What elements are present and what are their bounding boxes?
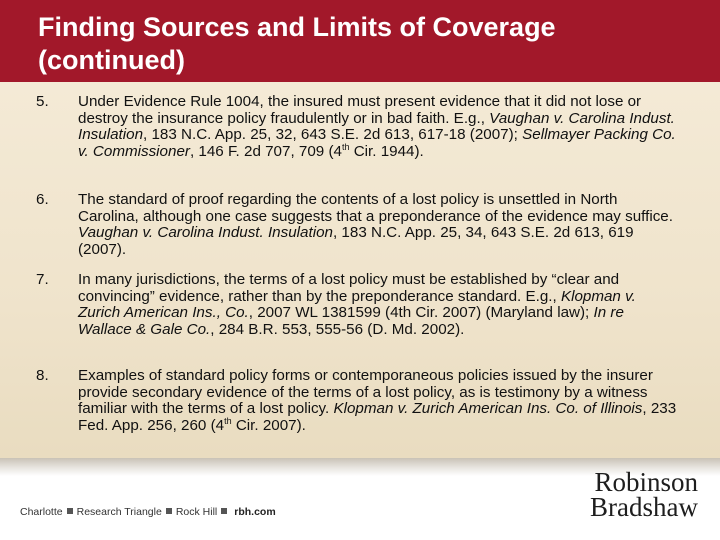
superscript: th (341, 141, 350, 152)
case-citation: In re Wallace & Gale Co. (78, 304, 624, 338)
location-research-triangle: Research Triangle (76, 506, 162, 518)
case-citation: Klopman v. Zurich American Ins. Co. of Illinois (333, 400, 643, 417)
location-rock-hill: Rock Hill (175, 506, 218, 518)
text-run: , 183 N.C. App. 25, 34, 643 S.E. 2d 613, 619 (2007). (78, 224, 634, 258)
logo-line-1: Robinson (594, 467, 698, 497)
footer-locations (20, 506, 276, 518)
item-text (78, 94, 678, 160)
text-run: In many jurisdictions, the terms of a lost policy must be established by “clear and convincing” evidence, rather than by the preponderance standard. E.g., (78, 271, 620, 305)
item-number: 5. (36, 93, 49, 110)
text-run: , 233 Fed. App. 256, 260 (4 (78, 400, 677, 434)
item-number: 6. (36, 191, 49, 208)
square-separator-icon (67, 508, 73, 514)
text-run: Cir. 2007). (231, 416, 306, 434)
text-run: Examples of standard policy forms or contemporaneous policies issued by the insurer provide secondary evidence of the terms of a lost policy, as is testimony by a witness familiar with the terms of a lost policy. (78, 367, 653, 417)
slide-title: Finding Sources and Limits of Coverage (continued) (38, 12, 556, 75)
text-run: , 183 N.C. App. 25, 32, 643 S.E. 2d 613, 617-18 (2007); (143, 126, 523, 143)
case-citation: Klopman v. Zurich American Ins., Co. (78, 287, 636, 321)
title-bar (0, 0, 720, 83)
location-charlotte: Charlotte (20, 506, 63, 518)
text-run: , 146 F. 2d 707, 709 (4 (189, 142, 342, 160)
item-text (78, 272, 678, 338)
text-run: Cir. 1944). (349, 142, 424, 160)
item-number: 7. (36, 271, 49, 288)
text-run: , 284 B.R. 553, 555-56 (D. Md. 2002). (210, 320, 465, 338)
logo-line-2: Bradshaw (590, 492, 698, 522)
firm-logo (590, 467, 698, 522)
case-citation: Vaughan v. Carolina Indust. Insulation (78, 109, 675, 143)
item-number: 8. (36, 367, 49, 384)
case-citation: Vaughan v. Carolina Indust. Insulation (78, 224, 333, 241)
website-link[interactable]: rbh.com (234, 506, 276, 518)
item-text (78, 192, 678, 258)
square-separator-icon (166, 508, 172, 514)
text-run: Under Evidence Rule 1004, the insured must present evidence that it did not lose or destroy the insurance policy fraudulently or in bad faith. E.g., (78, 93, 642, 127)
case-citation: Sellmayer Packing Co. v. Commissioner (78, 126, 676, 160)
superscript: th (224, 415, 232, 426)
text-run: The standard of proof regarding the contents of a lost policy is unsettled in North Carolina, although one case suggests that a preponderance of the evidence may suffice. (78, 191, 673, 225)
content-area (0, 82, 720, 458)
text-run: , 2007 WL 1381599 (4th Cir. 2007) (Maryland law); (248, 304, 594, 321)
square-separator-icon (221, 508, 227, 514)
item-text (78, 368, 678, 434)
